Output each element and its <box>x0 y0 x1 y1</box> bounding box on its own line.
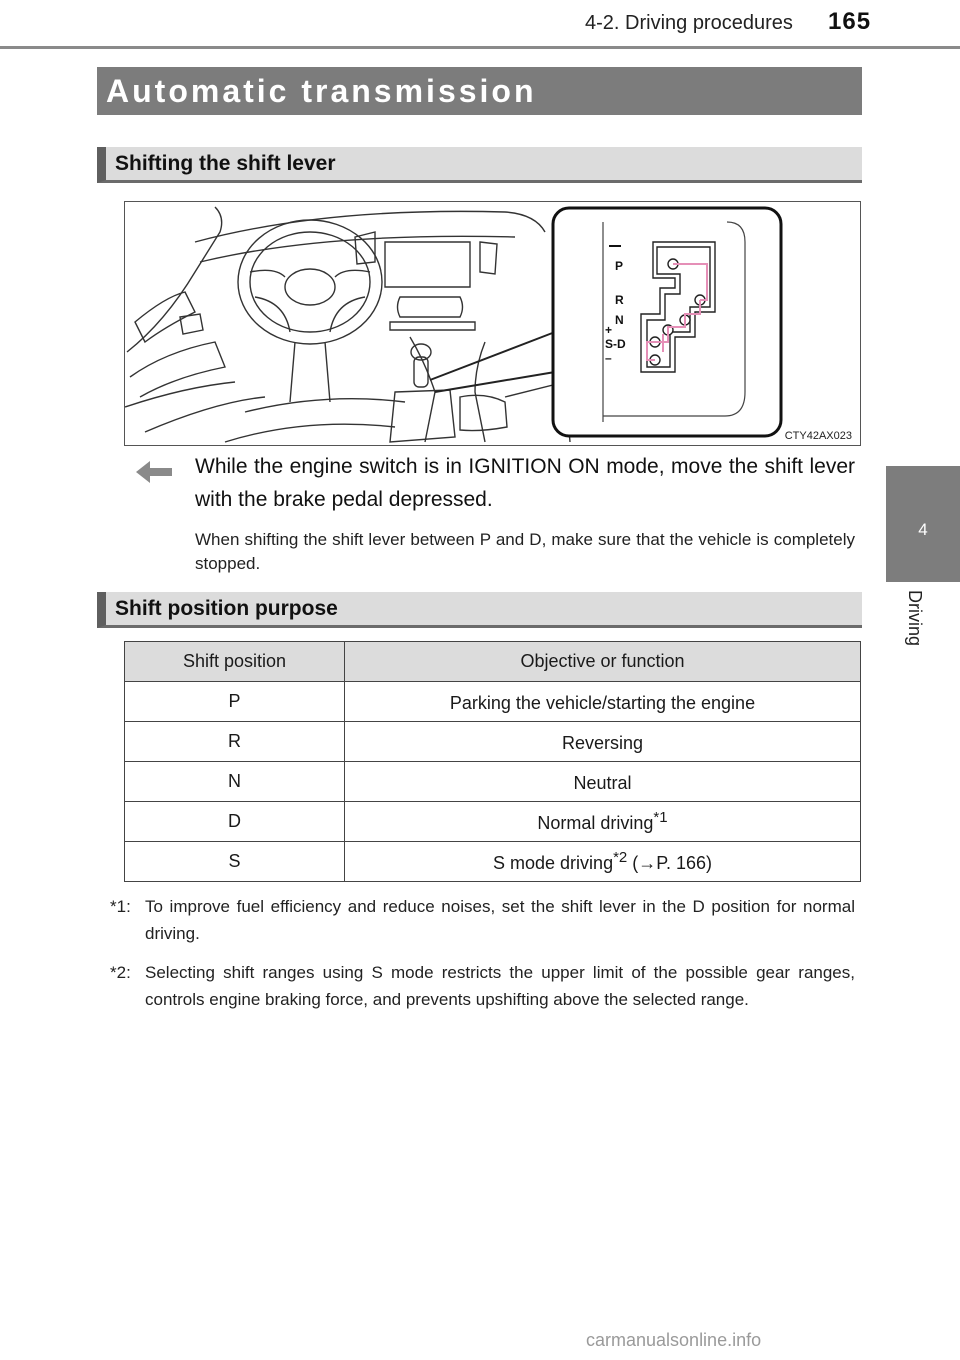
footnote-mark: *1 <box>653 809 668 826</box>
gate-label-sd: S-D <box>605 337 626 351</box>
table-row <box>125 762 861 802</box>
footnote-1 <box>110 893 855 947</box>
footnote-mark-text: *1 <box>110 897 127 916</box>
gate-label-r: R <box>615 293 624 307</box>
section-heading-shifting: Shifting the shift lever <box>97 147 862 183</box>
table-header-row <box>125 642 861 682</box>
function-text: Neutral <box>573 773 632 793</box>
footnote-text: Selecting shift ranges using S mode restricts the upper limit of the possible gear ranges, controls engine braking force, and prevents upshifting above the selected range. <box>145 963 855 1009</box>
chapter-label: Driving <box>905 590 925 647</box>
page-title: Automatic transmission <box>97 67 862 115</box>
header-rule <box>0 46 960 49</box>
cell-position: S <box>125 842 345 882</box>
gate-label-plus: + <box>605 323 613 337</box>
cell-position: R <box>125 722 345 762</box>
arrow-left-icon <box>136 458 172 486</box>
chapter-number: 4 <box>918 520 928 539</box>
column-header-position: Shift position <box>125 642 345 682</box>
cockpit-drawing <box>125 202 861 446</box>
function-text: Parking the vehicle/starting the engine <box>449 693 756 713</box>
table-row <box>125 682 861 722</box>
cell-position: D <box>125 802 345 842</box>
instruction-note: When shifting the shift lever between P and D, make sure that the vehicle is completely stopped. <box>195 530 855 573</box>
cell-function <box>345 682 861 722</box>
gate-label-n: N <box>615 313 624 327</box>
instruction-text: While the engine switch is in IGNITION ON mode, move the shift lever with the brake pedal depressed. <box>195 455 855 511</box>
cell-function <box>345 802 861 842</box>
table-row <box>125 842 861 882</box>
footnote-mark-text: *2 <box>110 963 127 982</box>
illustration-code: CTY42AX023 <box>784 430 852 442</box>
section-heading-purpose: Shift position purpose <box>97 592 862 628</box>
shift-lever-illustration <box>124 201 861 446</box>
footnote-mark: *1: <box>110 897 131 916</box>
cell-position: P <box>125 682 345 722</box>
footnote-mark: *2: <box>110 963 131 982</box>
table-row <box>125 722 861 762</box>
watermark: carmanualsonline.info <box>586 1330 762 1350</box>
cell-position: N <box>125 762 345 802</box>
table-row <box>125 802 861 842</box>
function-text: S mode driving <box>493 853 614 873</box>
column-header-function: Objective or function <box>345 642 861 682</box>
shift-position-table <box>124 641 861 882</box>
cell-function <box>345 722 861 762</box>
footnote-mark: *2 <box>613 849 628 866</box>
running-header-section: 4-2. Driving procedures <box>585 12 793 34</box>
footnote-text: To improve fuel efficiency and reduce noises, set the shift lever in the D position for normal driving. <box>145 897 855 943</box>
cell-function <box>345 762 861 802</box>
function-text: Reversing <box>561 733 644 753</box>
page-number: 165 <box>828 8 872 35</box>
function-text: Normal driving <box>537 813 654 833</box>
function-suffix: (→P. 166) <box>627 853 712 873</box>
gate-label-p: P <box>615 259 624 273</box>
chapter-tab <box>886 466 960 582</box>
cell-function <box>345 842 861 882</box>
footnote-2 <box>110 959 855 1013</box>
gate-label-minus: – <box>605 351 612 365</box>
